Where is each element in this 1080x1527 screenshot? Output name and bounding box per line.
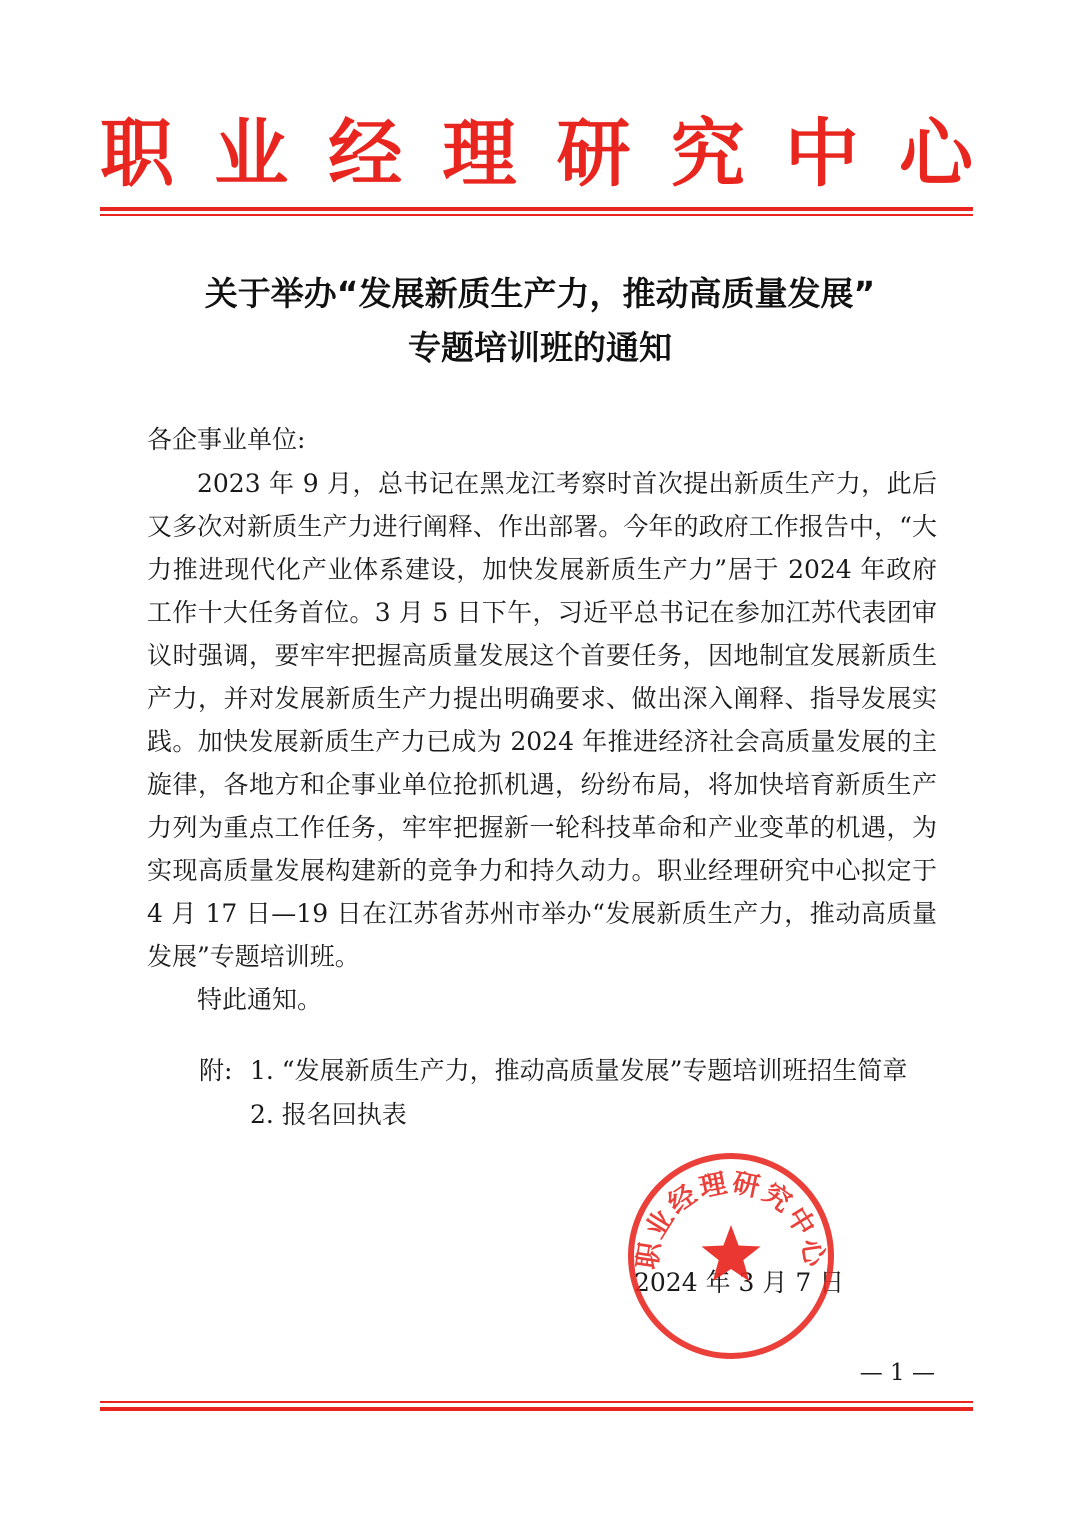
masthead-char: 经 xyxy=(328,111,403,197)
masthead-char: 理 xyxy=(442,111,517,197)
footer-rule-thick xyxy=(100,1407,973,1411)
masthead-char: 心 xyxy=(898,111,973,197)
masthead-char: 职 xyxy=(100,111,174,197)
masthead-char: 究 xyxy=(670,111,745,197)
page-number: — 1 — xyxy=(859,1360,935,1386)
notice-body xyxy=(147,462,937,1021)
salutation: 各企事业单位: xyxy=(147,425,306,454)
attachments-label: 附: xyxy=(199,1056,233,1085)
closing-paragraph: 特此通知。 xyxy=(197,985,323,1014)
masthead-char: 研 xyxy=(556,111,631,197)
attachment-item: 1. “发展新质生产力，推动高质量发展”专题培训班招生简章 xyxy=(250,1056,908,1085)
issue-date: 2024 年 3 月 7 日 xyxy=(634,1268,845,1297)
seal-text: 职业经理研究中心 xyxy=(631,1167,831,1272)
official-seal-stamp xyxy=(625,1150,837,1362)
masthead-char: 中 xyxy=(784,111,859,197)
header-rule-thick xyxy=(100,207,973,211)
header-rule-thin xyxy=(100,214,973,216)
footer-rule-thin xyxy=(100,1401,973,1403)
attachment-item: 2. 报名回执表 xyxy=(250,1100,407,1129)
document-title-line1: 关于举办“发展新质生产力，推动高质量发展” xyxy=(204,274,876,313)
body-paragraph: 2023 年 9 月，总书记在黑龙江考察时首次提出新质生产力，此后又多次对新质生产力进行阐释、作出部署。今年的政府工作报告中，“大力推进现代化产业体系建设，加快发展新质生产力”居于 2024 年政府工作十大任务首位。3 月 5 日下午，习近平总书记在参加江苏代表团审议时强调，要牢牢把握高质量发展这个首要任务，因地制宜发展新质生产力，并对发展新质生产力提出明确要求、做出深入阐释、指导发展实践。加快发展新质生产力已成为 2024 年推进经济社会高质量发展的主旋律，各地方和企事业单位抢抓机遇，纷纷布局，将加快培育新质生产力列为重点工作任务，牢牢把握新一轮科技革命和产业变革的机遇，为实现高质量发展构建新的竞争力和持久动力。职业经理研究中心拟定于 4 月 17 日—19 日在江苏省苏州市举办“发展新质生产力，推动高质量发展”专题培训班。 xyxy=(147,469,937,971)
masthead-char: 业 xyxy=(214,111,289,197)
document-title-line2: 专题培训班的通知 xyxy=(408,328,672,367)
star-icon xyxy=(702,1225,761,1281)
org-masthead xyxy=(100,108,973,200)
